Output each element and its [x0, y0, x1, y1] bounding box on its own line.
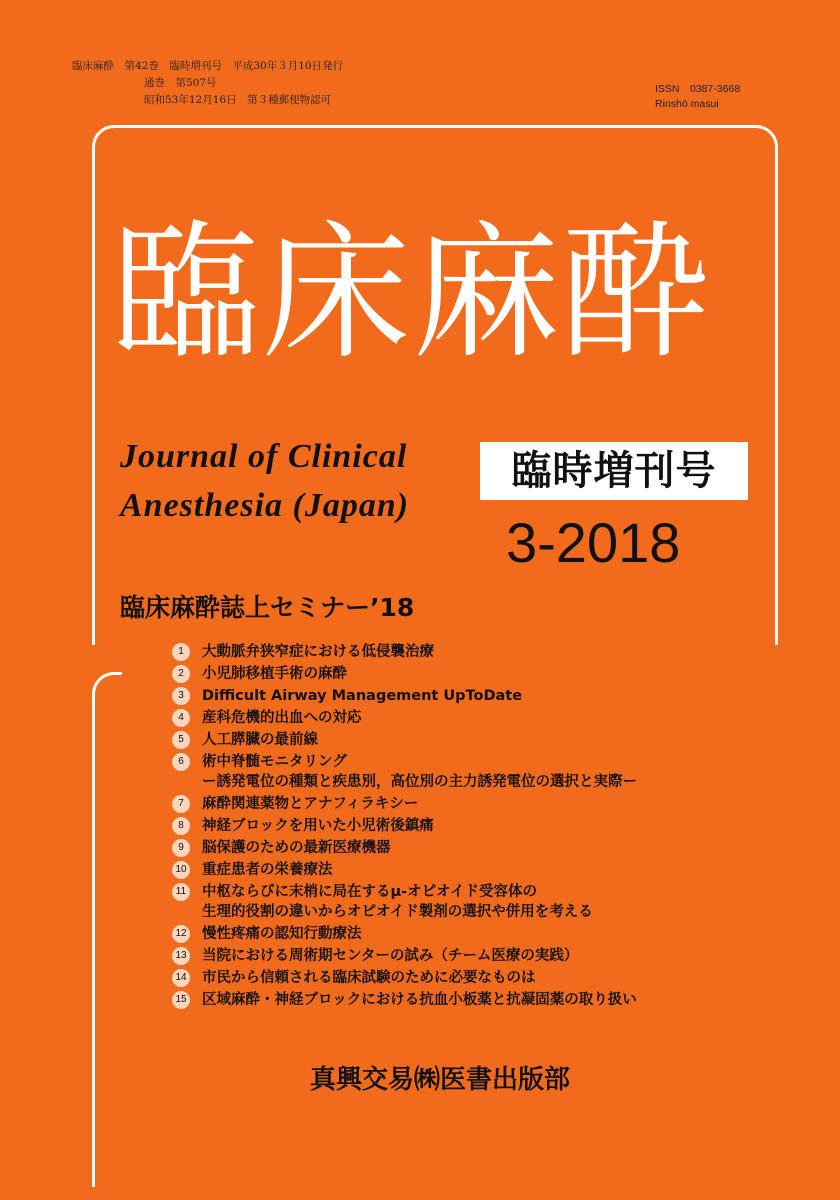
toc-item: [172, 838, 812, 858]
toc-text: 市民から信頼される臨床試験のために必要なものは: [202, 970, 536, 986]
issue-number: 3-2018: [506, 511, 681, 574]
toc-number-badge: 10: [172, 861, 190, 879]
toc-subtext: ー誘発電位の種類と疾患別，高位別の主力誘発電位の選択と実際ー: [202, 774, 637, 790]
toc-number-badge: 8: [172, 817, 190, 835]
toc-item: [172, 752, 812, 792]
publication-info-line: 臨床麻酔 第42巻 臨時増刊号 平成30年３月10日発行: [72, 60, 344, 72]
publication-info: [72, 58, 343, 109]
special-issue-label: 臨時増刊号: [480, 442, 748, 500]
toc-text: 神経ブロックを用いた小児術後鎮痛: [202, 818, 434, 834]
toc-text: 麻酔関連薬物とアナフィラキシー: [202, 796, 419, 812]
seminar-title: 臨床麻酔誌上セミナー’18: [120, 593, 415, 622]
toc-item: [172, 816, 812, 836]
toc-number-badge: 7: [172, 795, 190, 813]
toc-item: [172, 708, 812, 728]
toc-number-badge: 14: [172, 969, 190, 987]
toc-text: 中枢ならびに末梢に局在するμ-オピオイド受容体の: [202, 884, 537, 900]
table-of-contents: [172, 642, 812, 1012]
publisher-name: 真興交易㈱医書出版部: [310, 1065, 571, 1095]
toc-text: 産科危機的出血への対応: [202, 710, 362, 726]
publication-info-line: 昭和53年12月16日 第３種郵便物認可: [144, 94, 332, 106]
english-title-line: Journal of Clinical: [120, 438, 408, 475]
toc-number-badge: 12: [172, 925, 190, 943]
toc-text: Difficult Airway Management UpToDate: [202, 688, 523, 704]
toc-item: [172, 794, 812, 814]
toc-item: [172, 664, 812, 684]
toc-item: [172, 882, 812, 922]
toc-text: 大動脈弁狭窄症における低侵襲治療: [202, 644, 434, 660]
toc-item: [172, 990, 812, 1010]
toc-text: 脳保護のための最新医療機器: [202, 840, 391, 856]
toc-item: [172, 860, 812, 880]
toc-number-badge: 11: [172, 883, 190, 901]
toc-text: 重症患者の栄養療法: [202, 862, 333, 878]
toc-item: [172, 730, 812, 750]
toc-number-badge: 3: [172, 687, 190, 705]
toc-item: [172, 968, 812, 988]
toc-number-badge: 15: [172, 991, 190, 1009]
cover-frame-bottom: [92, 672, 122, 1187]
issn-number: ISSN 0387-3668: [655, 83, 741, 95]
toc-text: 当院における周術期センターの試み（チーム医療の実践）: [202, 948, 579, 964]
toc-number-badge: 6: [172, 753, 190, 771]
english-title: [120, 432, 409, 530]
english-title-line: Anesthesia (Japan): [120, 487, 410, 524]
toc-item: [172, 642, 812, 662]
issn-block: [655, 82, 740, 112]
toc-number-badge: 1: [172, 643, 190, 661]
publication-info-line: 通巻 第507号: [144, 77, 217, 89]
toc-number-badge: 5: [172, 731, 190, 749]
toc-text: 人工膵臓の最前線: [202, 732, 318, 748]
toc-item: [172, 686, 812, 706]
journal-romanized: Rinshō masui: [655, 98, 719, 110]
toc-text: 区域麻酔・神経ブロックにおける抗血小板薬と抗凝固薬の取り扱い: [202, 992, 637, 1008]
toc-number-badge: 2: [172, 665, 190, 683]
toc-text: 慢性疼痛の認知行動療法: [202, 926, 362, 942]
toc-number-badge: 13: [172, 947, 190, 965]
toc-number-badge: 9: [172, 839, 190, 857]
toc-subtext: 生理的役割の違いからオピオイド製剤の選択や併用を考える: [202, 904, 593, 920]
toc-item: [172, 924, 812, 944]
toc-text: 術中脊髄モニタリング: [202, 754, 347, 770]
toc-number-badge: 4: [172, 709, 190, 727]
toc-item: [172, 946, 812, 966]
journal-title: 臨床麻酔: [112, 207, 712, 379]
toc-text: 小児肺移植手術の麻酔: [202, 666, 347, 682]
